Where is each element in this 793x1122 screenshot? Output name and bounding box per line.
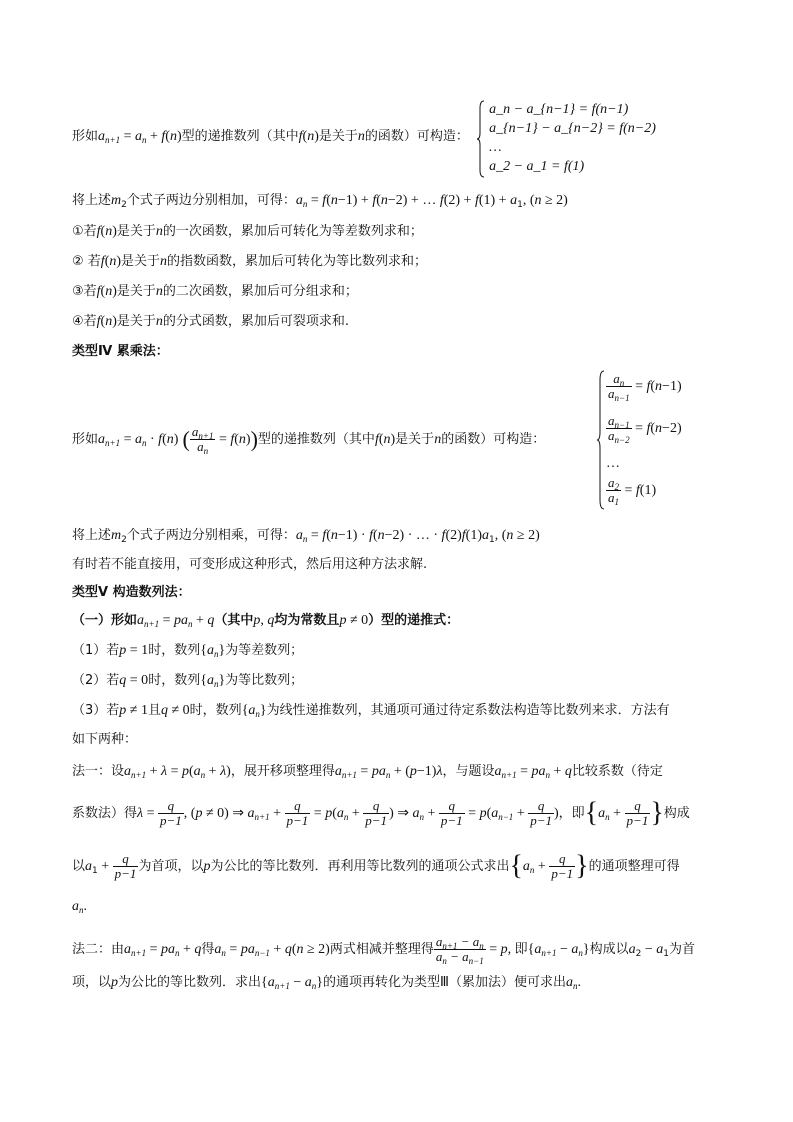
case-3: ③若f(n)是关于n的二次函数，累加后可分组求和； <box>72 284 358 299</box>
text: 是关于 <box>395 432 435 447</box>
text: ③若 <box>72 284 97 299</box>
text: 的通项整理可得 <box>588 859 680 874</box>
text: ④若 <box>72 314 97 329</box>
text: 得 <box>201 942 215 957</box>
text: 构成 <box>663 806 690 821</box>
system-row: a_n − a_{n−1} = f(n−1) <box>489 102 629 117</box>
text: 为等差数列； <box>225 643 304 658</box>
system-row: … <box>489 140 502 155</box>
text: 的通项再转化为类型Ⅲ（累加法）便可求出 <box>322 975 566 990</box>
text: 为公比的等比数列．再利用等比数列的通项公式求出 <box>210 859 510 874</box>
text: （其中 <box>214 613 254 628</box>
text: 为首项，以 <box>138 859 204 874</box>
method1-line1: 法一：设$a_{n+1} + \lambda = p(a_n + \lambda)$，展开移项整理得$a_{n+1} = pa_n + (p-1)\lambda$，与题设$a_{n+1} = pa_n + q$比较系数（待定 <box>72 764 663 780</box>
case-1: ①若f(n)是关于n的一次函数，累加后可转化为等差数列求和； <box>72 224 423 239</box>
text: 的指数函数，累加后可转化为等比数列求和； <box>167 254 428 269</box>
text: ② 若 <box>72 254 101 269</box>
method2-line1: 法二：由$a_{n+1} = pa_n + q$得$a_n = pa_{n-1} + q(n \ge 2)$两式相减并整理得 $\frac{a_{n+1} - a_n}{a_n - a_{n-1}}$ = p, 即$\{a_{n+1} - a_n\}$构成以$a_2 - a_1$为首 <box>72 934 695 966</box>
equation-system <box>477 100 656 177</box>
text: 为公比的等比数列．求出 <box>118 975 262 990</box>
text: ，与题设 <box>442 764 495 779</box>
text: 比较系数（待定 <box>571 764 663 779</box>
type4-intro: 形如$a_{n+1} = a_n \cdot f(n)$ ( $\frac{a_{n+1}}{a_n}$ = f(n))型的递推数列（其中f(n)是关于n的函数）可构造： <box>72 424 546 456</box>
type5-sub1: （一）形如$a_{n+1} = pa_n + q$（其中p, q均为常数且p ≠ 0）型的递推式： <box>72 613 460 629</box>
text: ，展开移项整理得 <box>230 764 335 779</box>
type5-case3-cont: 如下两种： <box>72 732 138 747</box>
text: 型的递推数列（其中 <box>181 129 299 144</box>
case-2: ② 若f(n)是关于n的指数函数，累加后可转化为等比数列求和； <box>72 254 428 269</box>
text: 均为常数且 <box>274 613 340 628</box>
text: 将上述 <box>72 193 112 208</box>
text: ）型的递推式： <box>368 613 460 628</box>
text: （3）若 <box>72 703 120 718</box>
type4-heading: 类型Ⅳ 累乘法： <box>72 344 169 359</box>
text: 的一次函数，累加后可转化为等差数列求和； <box>162 224 423 239</box>
text: ①若 <box>72 224 97 239</box>
text: 个式子两边分别相乘，可得： <box>126 528 296 543</box>
text: 即 <box>514 942 528 957</box>
text: 的分式函数，累加后可裂项求和. <box>162 314 350 329</box>
text: 时，数列 <box>189 703 242 718</box>
text: 的函数）可构造： <box>364 129 469 144</box>
text: 为等比数列； <box>225 673 304 688</box>
text: 是关于 <box>116 284 156 299</box>
text: 个式子两边分别相加，可得： <box>126 193 296 208</box>
case-4: ④若f(n)是关于n的分式函数，累加后可裂项求和. <box>72 314 350 329</box>
text: （2）若 <box>72 673 120 688</box>
type4-note: 有时若不能直接用，可变形成这种形式，然后用这种方法求解. <box>72 557 428 572</box>
text: ，即 <box>558 806 585 821</box>
text: 的函数）可构造： <box>441 432 546 447</box>
text: 为首 <box>668 942 695 957</box>
product-system: $\frac{a_n}{a_{n-1}}$ = f(n−1) $\frac{a_{n-1}}{a_{n-2}}$ = f(n−2) … $\frac{a_2}{a_1}$ = f(1) <box>597 370 727 510</box>
text: 是关于 <box>116 314 156 329</box>
text: 形如 <box>72 129 99 144</box>
type3-intro: 形如$a_{n+1} = a_n + f(n)$型的递推数列（其中f(n)是关于n的函数）可构造： a_n − a_{n−1} = f(n−1) a_{n−1} − a_{n−2} = f(n−2) … a_2 − a_1 = f(1) <box>72 98 656 175</box>
text: 法二：由 <box>72 942 125 957</box>
method1-line4: $a_n$. <box>72 899 87 915</box>
method2-line2: 项，以p为公比的等比数列．求出$\{a_{n+1} - a_n\}$的通项再转化为类型Ⅲ（累加法）便可求出$a_n$. <box>72 975 581 991</box>
text: （1）若 <box>72 643 120 658</box>
type5-case1: （1）若p = 1时，数列$\{a_n\}$为等差数列； <box>72 643 304 659</box>
type5-case3: （3）若p ≠ 1且q ≠ 0时，数列$\{a_n\}$为线性递推数列，其通项可通过待定系数法构造等比数列来求．方法有 <box>72 703 670 719</box>
text: （一）形如 <box>72 613 138 628</box>
type5-heading: 类型Ⅴ 构造数列法： <box>72 585 191 600</box>
text: 项，以 <box>72 975 112 990</box>
text: 是关于 <box>116 224 156 239</box>
text: 是关于 <box>121 254 161 269</box>
text: 的二次函数，累加后可分组求和； <box>162 284 358 299</box>
system-row: a_{n−1} − a_{n−2} = f(n−2) <box>489 121 656 136</box>
system-row: a_2 − a_1 = f(1) <box>489 159 585 174</box>
text: 以 <box>72 859 86 874</box>
text: 是关于 <box>318 129 358 144</box>
text: 且 <box>147 703 161 718</box>
text: 形如 <box>72 432 99 447</box>
text: 系数法）得 <box>72 806 138 821</box>
text: 两式相减并整理得 <box>329 942 434 957</box>
text: 型的递推数列（其中 <box>257 432 375 447</box>
method1-line2: 系数法）得λ = $\frac{q}{p-1}$ , (p ≠ 0) ⇒ $a_{n+1}$ + $\frac{q}{p-1}$ = $p(a_n$ + $\frac{q}{p-1}$ ) ⇒ $a_n$ + $\frac{q}{p-1}$ = $p(a_{n-1}$ + $\frac{q}{p-1}$ )，即{$a_n$ + $\frac{q}{p-1}$ }构成 <box>72 797 690 829</box>
text: 为线性递推数列，其通项可通过待定系数法构造等比数列来求．方法有 <box>266 703 670 718</box>
type3-sum: 将上述$m_2$个式子两边分别相加，可得：$a_n = f(n-1) + f(n-2)$ + … $f(2) + f(1) + a_1$, (n ≥ 2) <box>72 193 568 210</box>
text: 时，数列 <box>148 673 201 688</box>
text: 法一：设 <box>72 764 125 779</box>
text: 构成以 <box>589 942 629 957</box>
text: 将上述 <box>72 528 112 543</box>
text: 时，数列 <box>148 643 201 658</box>
type5-case2: （2）若q = 0时，数列$\{a_n\}$为等比数列； <box>72 673 304 689</box>
type4-product: 将上述$m_2$个式子两边分别相乘，可得：$a_n = f(n-1) \cdot f(n-2)$ · … · $f(2)f(1)a_1$, (n ≥ 2) <box>72 528 540 545</box>
method1-line3: 以$a_1$ + $\frac{q}{p-1}$ 为首项，以p为公比的等比数列．再利用等比数列的通项公式求出{$a_n$ + $\frac{q}{p-1}$ }的通项整理可得 <box>72 850 680 882</box>
